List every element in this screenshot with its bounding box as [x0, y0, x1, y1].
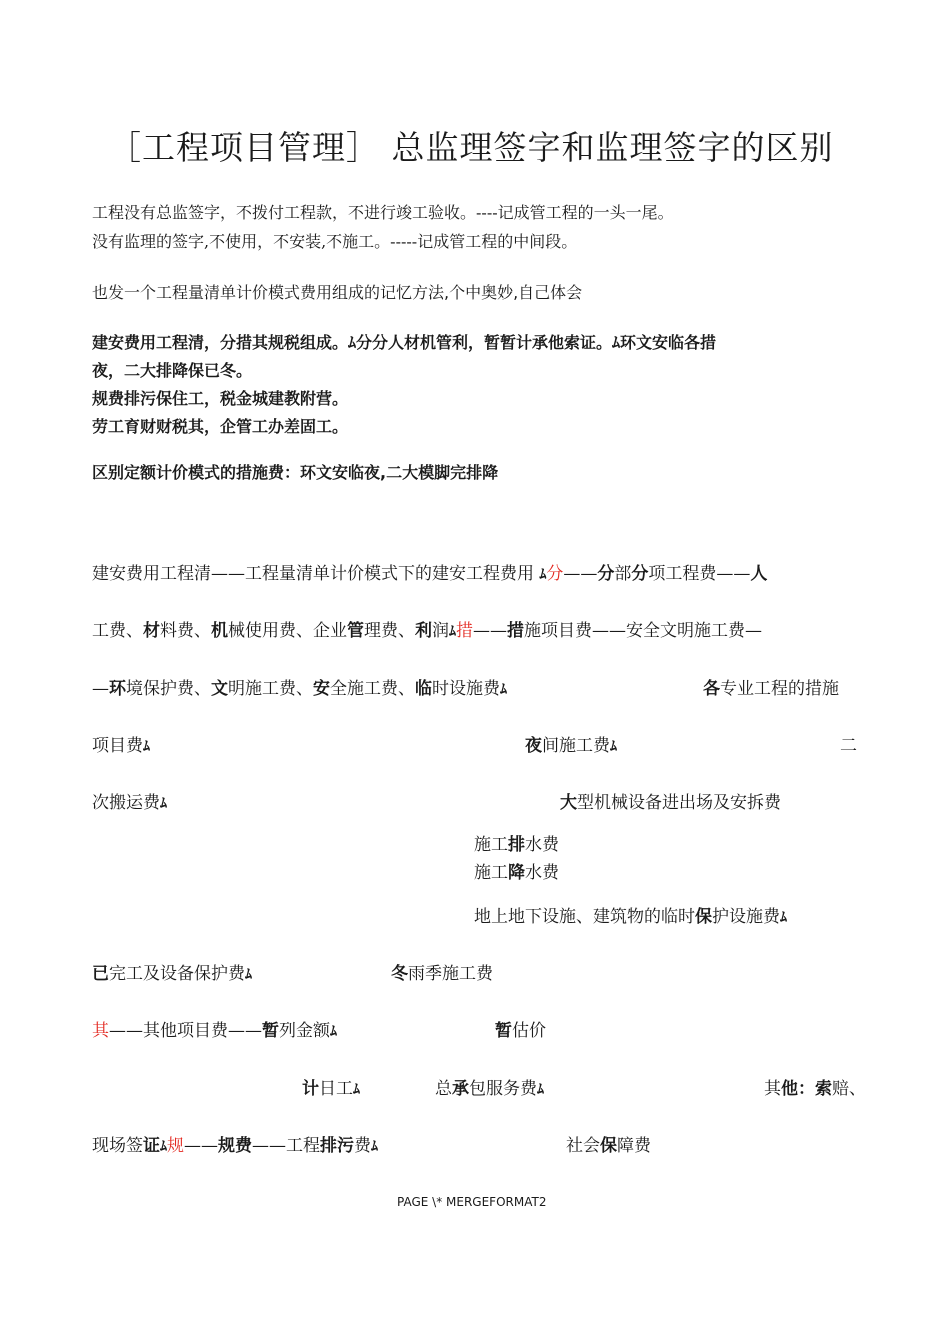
detail-row-2 — [92, 616, 762, 641]
key-char: 安 — [313, 679, 330, 699]
text: 完工及设备保护费 — [109, 964, 245, 984]
text: 料费、 — [160, 621, 211, 641]
key-char: 文 — [211, 679, 228, 699]
intro-line-1: 工程没有总监签字，不拨付工程款，不进行竣工验收。----记成管工程的一头一尾。 — [92, 203, 674, 222]
arrow-mark-icon: ﾑ — [610, 739, 617, 755]
detail-row-12 — [92, 1131, 378, 1156]
mnemonic-line-3: 规费排污保住工，税金城建教附营。 — [92, 389, 349, 408]
mnemonic-line-2: 夜，二大排降保已冬。 — [92, 361, 253, 380]
intro-line-2: 没有监理的签字,不使用，不安装,不施工。-----记成管工程的中间段。 — [92, 232, 578, 251]
text: ——工程 — [252, 1136, 320, 1156]
detail-row-8 — [474, 902, 787, 927]
key-char: 临 — [415, 679, 432, 699]
key-char: 排 — [508, 835, 525, 855]
arrow-mark-icon: ﾑ — [449, 624, 456, 640]
detail-row-6 — [474, 830, 559, 855]
text: 现场签 — [92, 1136, 143, 1156]
detail-row-5 — [92, 788, 167, 813]
key-char: 大 — [560, 793, 577, 813]
text: 施项目费——安全文明施工费— — [524, 621, 762, 641]
text: 施工 — [474, 835, 508, 855]
key-char: 承 — [452, 1079, 469, 1099]
detail-row-11-left — [302, 1074, 360, 1099]
text: 费 — [354, 1136, 371, 1156]
detail-row-4-mid — [525, 731, 617, 756]
text: 型机械设备进出场及安拆费 — [577, 793, 781, 813]
key-char: 保 — [600, 1136, 617, 1156]
detail-row-5-right — [560, 788, 781, 813]
detail-row-11-mid — [435, 1074, 544, 1099]
text: 水费 — [525, 863, 559, 883]
text: 专业工程的措施 — [720, 679, 839, 699]
text: 日工 — [319, 1079, 353, 1099]
detail-row-9 — [92, 959, 252, 984]
key-char: 各 — [703, 679, 720, 699]
detail-row-3-right — [703, 674, 839, 699]
arrow-mark-icon: ﾑ — [539, 567, 547, 583]
key-char: 利 — [415, 621, 432, 641]
arrow-mark-icon: ﾑ — [537, 1082, 544, 1098]
text: ： — [798, 1079, 815, 1099]
text: 理费、 — [364, 621, 415, 641]
text: ——其他项目费—— — [109, 1021, 262, 1041]
detail-row-10-right — [495, 1016, 546, 1041]
text: 械使用费、企业 — [228, 621, 347, 641]
text: 润 — [432, 621, 449, 641]
text: 障费 — [617, 1136, 651, 1156]
text: 部 — [614, 564, 632, 584]
arrow-mark-icon: ﾑ — [371, 1139, 378, 1155]
detail-row-10 — [92, 1016, 337, 1041]
key-char: 他 — [781, 1079, 798, 1099]
text: 水费 — [525, 835, 559, 855]
quota-measure-line: 区别定额计价模式的措施费：环文安临夜,二大模脚完排降 — [92, 463, 499, 482]
key-char: 环 — [109, 679, 126, 699]
key-char: 材 — [143, 621, 160, 641]
key-char: 管 — [347, 621, 364, 641]
text: —— — [473, 621, 507, 641]
text: 施工 — [474, 863, 508, 883]
text: 全施工费、 — [330, 679, 415, 699]
text: 护设施费 — [712, 907, 780, 927]
memo-heading: 也发一个工程量清单计价模式费用组成的记忆方法,个中奥妙,自己体会 — [92, 283, 583, 302]
text: 列金额 — [279, 1021, 330, 1041]
text: 雨季施工费 — [408, 964, 493, 984]
detail-row-9-right — [391, 959, 493, 984]
page-title: ［工程项目管理］ 总监理签字和监理签字的区别 — [108, 128, 834, 167]
text: —— — [563, 564, 598, 584]
key-char: 夜 — [525, 736, 542, 756]
red-keyword: 规 — [167, 1136, 184, 1156]
mnemonic-line-1: 建安费用工程清，分措其规税组成。ﾑ分分人材机管利，暂暂计承他索证。ﾑ环文安临各措 — [92, 333, 717, 352]
mnemonic-line-4: 劳工育财财税其，企管工办差固工。 — [92, 417, 349, 436]
text: 总 — [435, 1079, 452, 1099]
detail-row-3 — [92, 674, 507, 699]
text: 项目费 — [92, 736, 143, 756]
detail-row-4-right — [840, 731, 857, 756]
text: —— — [184, 1136, 218, 1156]
text: 建安费用工程清——工程量清单计价模式下的建安工程费用 — [92, 564, 540, 584]
arrow-mark-icon: ﾑ — [500, 682, 507, 698]
arrow-mark-icon: ﾑ — [245, 967, 252, 983]
text: 包服务费 — [469, 1079, 537, 1099]
text: 其 — [764, 1079, 781, 1099]
text: 二 — [840, 736, 857, 756]
page-footer: PAGE \* MERGEFORMAT2 — [397, 1195, 547, 1209]
key-char: 人 — [750, 564, 768, 584]
key-char: 措 — [507, 621, 524, 641]
text: 工费、 — [92, 621, 143, 641]
text: 明施工费、 — [228, 679, 313, 699]
key-char: 索 — [815, 1079, 832, 1099]
detail-row-1 — [92, 559, 767, 584]
text: 项工程费—— — [648, 564, 751, 584]
arrow-mark-icon: ﾑ — [143, 739, 150, 755]
key-char: 计 — [302, 1079, 319, 1099]
key-char: 已 — [92, 964, 109, 984]
arrow-mark-icon: ﾑ — [330, 1024, 337, 1040]
red-keyword: 措 — [456, 621, 473, 641]
key-char: 分 — [631, 564, 649, 584]
arrow-mark-icon: ﾑ — [780, 910, 787, 926]
arrow-mark-icon: ﾑ — [160, 796, 167, 812]
text: 间施工费 — [542, 736, 610, 756]
key-char: 降 — [508, 863, 525, 883]
detail-row-4 — [92, 731, 150, 756]
text: 赔、 — [832, 1079, 866, 1099]
key-char: 分 — [597, 564, 615, 584]
red-keyword: 分 — [546, 564, 564, 584]
key-char: 暂 — [262, 1021, 279, 1041]
text: 境保护费、 — [126, 679, 211, 699]
key-char: 冬 — [391, 964, 408, 984]
text: 次搬运费 — [92, 793, 160, 813]
key-char: 规费 — [218, 1136, 252, 1156]
key-char: 保 — [695, 907, 712, 927]
text: 时设施费 — [432, 679, 500, 699]
red-keyword: 其 — [92, 1021, 109, 1041]
text: 估价 — [512, 1021, 546, 1041]
key-char: 机 — [211, 621, 228, 641]
text: 地上地下设施、建筑物的临时 — [474, 907, 695, 927]
text: 社会 — [566, 1136, 600, 1156]
arrow-mark-icon: ﾑ — [353, 1082, 360, 1098]
key-char: 暂 — [495, 1021, 512, 1041]
text: — — [92, 679, 109, 699]
key-char: 排污 — [320, 1136, 354, 1156]
key-char: 证 — [143, 1136, 160, 1156]
detail-row-11-right — [764, 1074, 866, 1099]
arrow-mark-icon: ﾑ — [160, 1139, 167, 1155]
detail-row-12-right — [566, 1131, 651, 1156]
detail-row-7 — [474, 858, 559, 883]
